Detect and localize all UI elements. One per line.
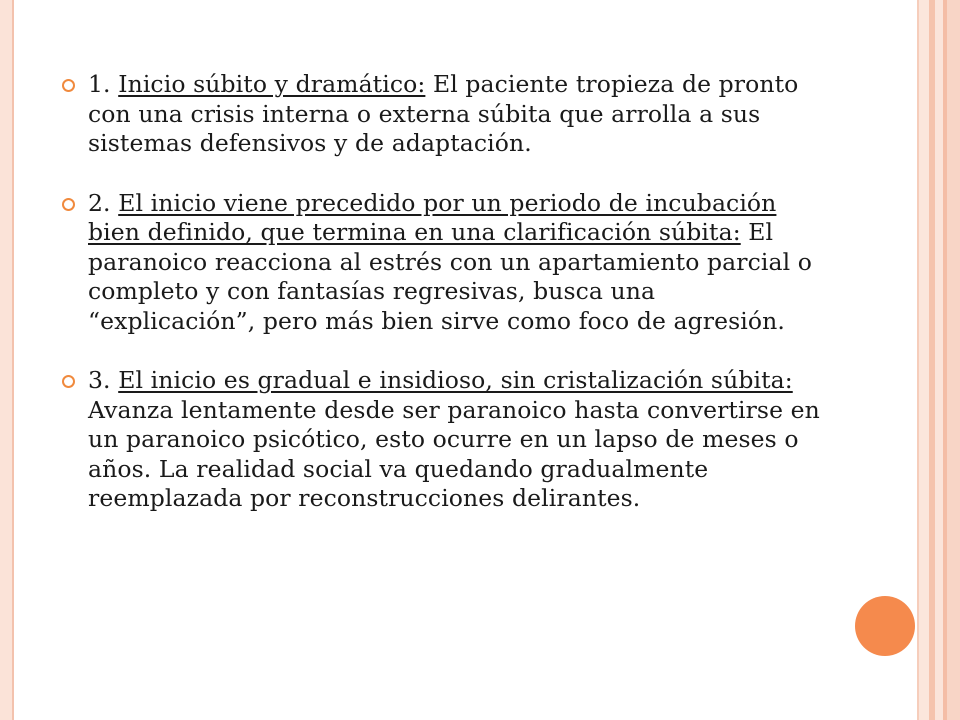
bullet-number: 2. xyxy=(88,188,111,217)
left-border-decoration xyxy=(0,0,14,720)
bullet-number: 1. xyxy=(88,70,111,98)
right-stripe-decoration xyxy=(917,0,929,720)
bullet-text: El paranoico reacciona al estrés con un apartamiento parcial o completo y con fantasías regresivas, busca una “explicación”, pero más bien sirve como foco de agresión. xyxy=(88,218,813,335)
bullet-heading: Inicio súbito y dramático: xyxy=(118,70,426,98)
bullet-heading: El inicio es gradual e insidioso, sin cristalización súbita: xyxy=(118,366,793,394)
bullet-ring-icon xyxy=(62,79,75,92)
bullet-number: 3. xyxy=(88,366,111,394)
right-stripe-decoration xyxy=(947,0,960,720)
bullet-text: El paciente tropieza de pronto con una crisis interna o externa súbita que arrolla a sus sistemas defensivos y de adaptación. xyxy=(88,70,799,157)
orange-circle-decoration xyxy=(855,596,915,656)
bullet-ring-icon xyxy=(62,375,75,388)
bullet-item xyxy=(62,189,822,337)
bullet-text: Avanza lentamente desde ser paranoico hasta convertirse en un paranoico psicótico, esto ocurre en un lapso de meses o años. La realidad social va quedando gradualmente reemplazada por reconstrucciones delirantes. xyxy=(88,395,820,512)
bullet-item xyxy=(62,70,822,159)
right-stripe-decoration xyxy=(935,0,943,720)
bullet-ring-icon xyxy=(62,198,75,211)
bullet-list xyxy=(62,70,822,514)
bullet-item xyxy=(62,366,822,514)
bullet-heading: El inicio viene precedido por un periodo de incubación bien definido, que termina en una clarificación súbita: xyxy=(88,188,777,246)
